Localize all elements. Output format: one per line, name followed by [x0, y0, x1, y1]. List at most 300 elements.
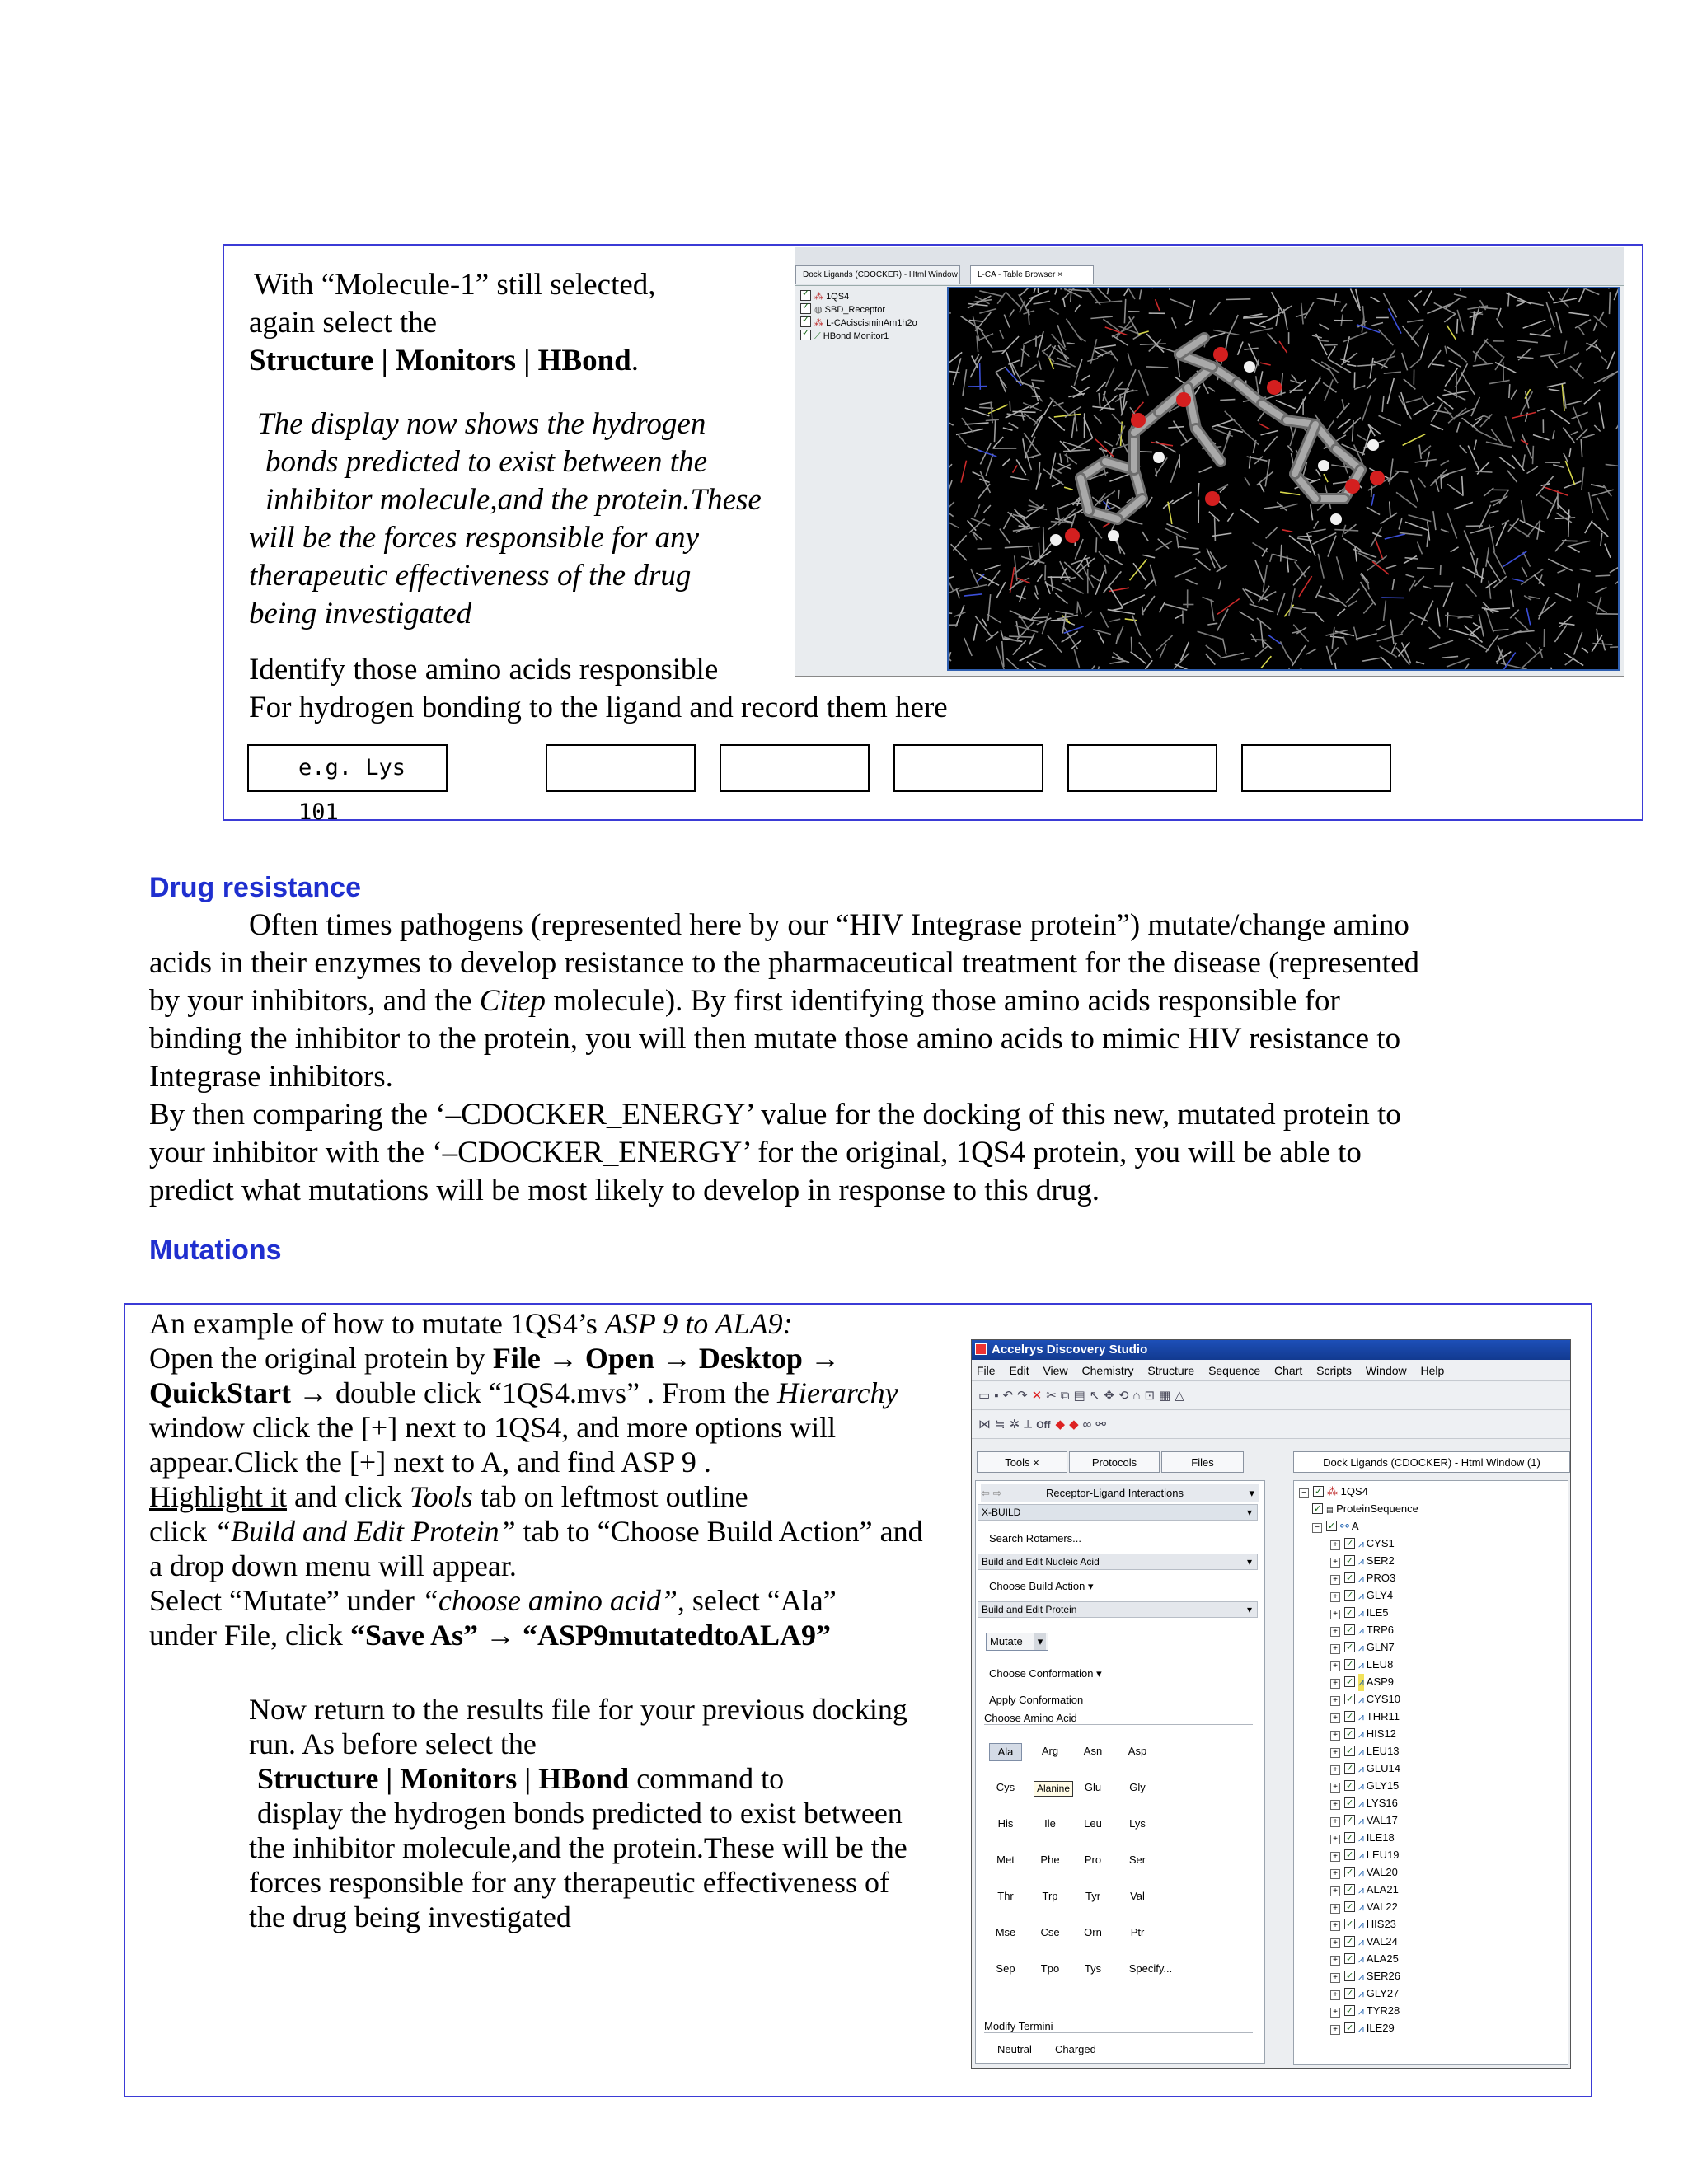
checkbox-icon[interactable] — [1344, 1832, 1355, 1843]
residue-label: ALA25 — [1366, 1952, 1399, 1965]
expand-icon[interactable]: + — [1330, 1852, 1340, 1862]
residue-icon: ⩘ — [1358, 1659, 1364, 1671]
chevron-down-icon: ▾ — [1034, 1633, 1046, 1650]
tree-residue-item[interactable] — [1330, 1985, 1399, 2002]
save-icon[interactable]: ▪ — [994, 1389, 1003, 1403]
app-title: Accelrys Discovery Studio — [992, 1343, 1148, 1357]
checkbox-icon[interactable] — [1344, 1659, 1355, 1670]
star-icon[interactable]: ✲ — [1009, 1418, 1025, 1432]
cut-icon[interactable]: ✂ — [1046, 1389, 1061, 1403]
checkbox-icon[interactable] — [1344, 1884, 1355, 1895]
text: command to — [636, 1762, 785, 1795]
xbuild-section[interactable] — [978, 1504, 1258, 1521]
collapse-icon[interactable]: − — [1312, 1523, 1322, 1533]
expand-icon[interactable]: + — [1330, 1904, 1340, 1914]
residue-icon: ⩘ — [1358, 1572, 1364, 1584]
delete-icon[interactable]: ✕ — [1031, 1389, 1047, 1403]
select-icon[interactable]: ↖ — [1089, 1389, 1104, 1403]
tree-residue-item[interactable] — [1330, 1950, 1399, 1967]
protein-label: Build and Edit Protein — [982, 1604, 1077, 1615]
link-icon[interactable]: ∞ — [1082, 1418, 1096, 1432]
tree-residue-item[interactable] — [1330, 1794, 1398, 1811]
3d-molecule-view[interactable] — [947, 287, 1620, 671]
expand-icon[interactable]: + — [1330, 1800, 1340, 1810]
display-line-5: therapeutic effectiveness of the drug — [249, 559, 692, 593]
residue-icon: ⩘ — [1358, 1797, 1364, 1809]
measure-icon[interactable]: ⟂ — [1024, 1418, 1037, 1432]
off-toggle[interactable]: Off — [1036, 1419, 1051, 1431]
residue-label: GLU14 — [1366, 1762, 1400, 1774]
amino-acid-button[interactable]: Leu — [1084, 1817, 1102, 1830]
expand-icon[interactable]: + — [1330, 1661, 1340, 1671]
answer-box-2[interactable] — [720, 744, 870, 792]
text: forces responsible for any therapeutic effectiveness of — [249, 1866, 890, 1899]
tree-sequence[interactable] — [1312, 1500, 1418, 1517]
panel-header — [981, 1484, 1259, 1502]
expand-icon[interactable]: + — [1330, 1973, 1340, 1983]
amino-acid-button[interactable]: Orn — [1084, 1926, 1102, 1938]
amino-acid-button[interactable]: Sep — [996, 1962, 1015, 1975]
amino-acid-button[interactable]: Glu — [1084, 1781, 1102, 1793]
residue-label: HIS12 — [1366, 1727, 1396, 1740]
expand-icon[interactable]: + — [1330, 1921, 1340, 1931]
protein-section[interactable] — [978, 1601, 1258, 1618]
checkbox-icon[interactable] — [1344, 1763, 1355, 1774]
open-icon[interactable]: ▭ — [978, 1389, 995, 1403]
tab-dock-ligands[interactable] — [795, 265, 960, 284]
amino-acid-button[interactable]: Met — [996, 1854, 1015, 1866]
paragraph-line: binding the inhibitor to the protein, you will then mutate those amino acids to mimic HIV resistance to — [149, 1022, 1401, 1056]
text: the inhibitor molecule,and the protein.These will be the — [249, 1831, 907, 1864]
move-icon[interactable]: ✥ — [1104, 1389, 1118, 1403]
expand-icon[interactable]: + — [1330, 1783, 1340, 1793]
answer-box-4[interactable] — [1067, 744, 1217, 792]
molecule-icon: ⁂ — [1327, 1485, 1338, 1497]
arrow-icon: → — [547, 1342, 578, 1375]
tree-item[interactable] — [800, 316, 917, 330]
neutral-option[interactable] — [997, 2043, 1032, 2055]
checkbox-icon[interactable] — [1344, 1936, 1355, 1947]
residue-label: ALA21 — [1366, 1883, 1399, 1896]
tab-tools[interactable] — [977, 1451, 1067, 1473]
tree-residue-item[interactable] — [1330, 1708, 1400, 1725]
monitor-icon: ⟋ — [814, 331, 821, 341]
expand-icon[interactable]: + — [1330, 1765, 1340, 1775]
choose-conformation-label: Choose Conformation — [989, 1667, 1094, 1680]
residue-label: TRP6 — [1366, 1624, 1395, 1636]
paragraph-line — [149, 982, 1633, 1020]
menu-chart[interactable]: Chart — [1274, 1364, 1303, 1377]
expand-icon[interactable]: + — [1330, 2025, 1340, 2035]
arrow-icon: → — [298, 1376, 329, 1409]
warning-icon[interactable]: △ — [1175, 1389, 1189, 1403]
panel-header-title: Receptor-Ligand Interactions — [1046, 1487, 1184, 1499]
chevron-down-icon: ▾ — [1096, 1667, 1102, 1680]
amino-acid-button[interactable]: Thr — [997, 1890, 1014, 1902]
tree-residue-item[interactable] — [1330, 1881, 1399, 1898]
tree-residue-item[interactable] — [1330, 1690, 1400, 1708]
collapse-icon[interactable]: − — [1299, 1488, 1309, 1498]
residue-icon: ⩘ — [1358, 1815, 1364, 1826]
expand-icon[interactable]: + — [1330, 1575, 1340, 1585]
expand-icon[interactable]: + — [1330, 1817, 1340, 1827]
text: click — [149, 1515, 207, 1548]
paste-icon[interactable]: ▤ — [1073, 1389, 1090, 1403]
checkbox-icon[interactable] — [800, 303, 811, 314]
text: Open the original protein by — [149, 1342, 485, 1375]
amino-acid-button[interactable]: Val — [1130, 1890, 1145, 1902]
answer-box-5[interactable] — [1241, 744, 1391, 792]
tab-files[interactable] — [1161, 1451, 1244, 1473]
apply-conformation-button[interactable] — [989, 1694, 1083, 1706]
tree-residue-item[interactable] — [1330, 1846, 1400, 1863]
amino-acid-button[interactable]: Gly — [1129, 1781, 1146, 1793]
checkbox-icon[interactable] — [1313, 1486, 1324, 1497]
residue-label: VAL24 — [1366, 1935, 1398, 1947]
arrow-icon: → — [485, 1619, 515, 1652]
xbuild-label: X-BUILD — [982, 1507, 1021, 1518]
tree-residue-item[interactable] — [1330, 1967, 1400, 1985]
choose-build-action[interactable] — [989, 1580, 1094, 1593]
sphere-icon: ◍ — [814, 305, 823, 315]
search-rotamers-link[interactable] — [989, 1532, 1081, 1544]
nucleic-acid-section[interactable] — [978, 1554, 1258, 1570]
checkbox-icon[interactable] — [1344, 1780, 1355, 1791]
grid-icon[interactable]: ▦ — [1159, 1389, 1175, 1403]
amino-acid-button[interactable]: Arg — [1041, 1745, 1059, 1757]
amino-acid-button[interactable]: Specify... — [1128, 1962, 1173, 1975]
tree-residue-item[interactable] — [1330, 2002, 1400, 2019]
color-dot-icon[interactable]: ◆ — [1069, 1418, 1083, 1432]
tab-protocols-label: Protocols — [1091, 1456, 1137, 1469]
tab-dock-ligands-window[interactable] — [1293, 1451, 1570, 1473]
rotate-icon[interactable]: ⟲ — [1118, 1389, 1133, 1403]
tree-residue-item[interactable] — [1330, 1552, 1395, 1569]
tree-residue-item[interactable] — [1330, 1898, 1398, 1915]
tree-residue-item[interactable] — [1330, 1535, 1395, 1552]
residue-label: VAL22 — [1366, 1900, 1398, 1913]
paragraph-line: By then comparing the ‘–CDOCKER_ENERGY’ value for the docking of this new, mutated protein to — [149, 1098, 1401, 1132]
line-text: molecule). By first identifying those amino acids responsible for — [553, 984, 1340, 1018]
amino-acid-button[interactable]: Asn — [1083, 1745, 1103, 1757]
modify-termini-group — [984, 2020, 1253, 2033]
menu-path-desktop: Desktop — [698, 1342, 803, 1375]
discovery-studio-screenshot — [971, 1339, 1571, 2069]
checkbox-icon[interactable] — [1344, 1676, 1355, 1687]
app-logo-icon — [975, 1343, 987, 1355]
text: double click “1QS4.mvs” . From the — [335, 1376, 770, 1409]
amino-acid-button[interactable]: Ala — [989, 1743, 1022, 1761]
menu-structure[interactable]: Structure — [1147, 1364, 1195, 1377]
drug-resistance-heading-text: Drug resistance — [149, 872, 361, 903]
residue-icon: ⩘ — [1358, 1780, 1364, 1792]
checkbox-icon[interactable] — [1344, 2005, 1355, 2016]
amino-acid-button[interactable]: Cys — [996, 1781, 1015, 1793]
text: Highlight it — [149, 1480, 288, 1513]
tree-residue-item[interactable] — [1330, 1915, 1396, 1933]
expand-icon[interactable]: + — [1330, 1886, 1340, 1896]
checkbox-icon[interactable] — [1344, 1555, 1355, 1566]
expand-icon[interactable]: + — [1330, 1938, 1340, 1948]
residue-label: HIS23 — [1366, 1918, 1396, 1930]
expand-icon[interactable]: + — [1330, 1713, 1340, 1723]
tree-item-label: L-CAciscisminAm1h2o — [826, 318, 917, 328]
label-icon[interactable]: ⋈ — [978, 1418, 995, 1432]
expand-icon[interactable]: + — [1330, 1540, 1340, 1550]
tree-residue-item[interactable] — [1330, 1933, 1398, 1950]
close-icon[interactable]: × — [1057, 270, 1062, 279]
residue-icon: ⩘ — [1358, 1538, 1364, 1549]
residue-icon: ⩘ — [1358, 1746, 1364, 1757]
expand-icon[interactable]: + — [1330, 1592, 1340, 1602]
residue-icon: ⩘ — [1358, 1971, 1364, 1982]
tree-root[interactable] — [1299, 1483, 1368, 1500]
checkbox-icon[interactable] — [1344, 1538, 1355, 1549]
checkbox-icon[interactable] — [1344, 1728, 1355, 1739]
citep-term: Citep — [479, 984, 546, 1018]
command-text: Structure | Monitors | HBond — [249, 344, 631, 377]
residue-label: ILE18 — [1366, 1831, 1395, 1844]
alanine-tooltip: Alanine — [1034, 1781, 1073, 1797]
checkbox-icon[interactable] — [1344, 2022, 1355, 2033]
tab-dock-ligands-label: Dock Ligands (CDOCKER) - Html Window (1) — [1323, 1456, 1540, 1469]
checkbox-icon[interactable] — [1344, 1607, 1355, 1618]
text: An example of how to mutate 1QS4’s — [149, 1307, 598, 1340]
tree-item[interactable] — [800, 330, 917, 343]
tree-residue-item[interactable] — [1330, 1777, 1399, 1794]
residue-label: ILE5 — [1366, 1606, 1389, 1619]
choose-conformation[interactable] — [989, 1667, 1102, 1680]
tree-residue-item[interactable] — [1330, 1621, 1394, 1638]
menu-scripts[interactable]: Scripts — [1316, 1364, 1352, 1377]
tree-residue-item[interactable] — [1330, 1586, 1393, 1604]
return-instructions — [249, 1692, 966, 1934]
menu-bar — [972, 1360, 1570, 1381]
checkbox-icon[interactable] — [1344, 1590, 1355, 1601]
amino-acid-button[interactable]: Phe — [1040, 1854, 1060, 1866]
checkbox-icon[interactable] — [1344, 1971, 1355, 1981]
text: Now return to the results file for your previous docking — [249, 1693, 907, 1726]
fit-icon[interactable]: ⊡ — [1144, 1389, 1160, 1403]
checkbox-icon[interactable] — [1344, 1624, 1355, 1635]
checkbox-icon[interactable] — [1344, 1867, 1355, 1877]
tree-item-label: HBond Monitor1 — [823, 331, 889, 341]
sequence-icon[interactable]: ≒ — [995, 1418, 1010, 1432]
residue-label: LEU13 — [1366, 1745, 1400, 1757]
text: run. As before select the — [249, 1727, 537, 1760]
expand-icon[interactable]: + — [1330, 1627, 1340, 1637]
tree-residue-item[interactable] — [1330, 1811, 1398, 1829]
tree-residue-item[interactable] — [1330, 1829, 1395, 1846]
checkbox-icon[interactable] — [1344, 1901, 1355, 1912]
expand-icon[interactable]: + — [1330, 1956, 1340, 1966]
tab-protocols[interactable] — [1069, 1451, 1160, 1473]
amino-acid-button[interactable]: Tyr — [1085, 1890, 1101, 1902]
checkbox-icon[interactable] — [1312, 1503, 1323, 1514]
tree-residue-item[interactable] — [1330, 1673, 1394, 1690]
amino-acid-button[interactable]: Pro — [1084, 1854, 1102, 1866]
residue-label: VAL20 — [1366, 1866, 1398, 1878]
expand-icon[interactable]: + — [1330, 1835, 1340, 1844]
paragraph-line: acids in their enzymes to develop resistance to the pharmaceutical treatment for the disease (represented — [149, 946, 1420, 980]
mutate-dropdown[interactable] — [986, 1633, 1048, 1651]
menu-chemistry[interactable]: Chemistry — [1081, 1364, 1134, 1377]
checkbox-icon[interactable] — [1344, 1919, 1355, 1929]
expand-icon[interactable]: + — [1330, 1990, 1340, 2000]
checkbox-icon[interactable] — [1344, 1572, 1355, 1583]
expand-icon[interactable]: + — [1330, 1679, 1340, 1689]
menu-file[interactable]: File — [977, 1364, 996, 1377]
amino-acid-button[interactable]: Tys — [1084, 1962, 1102, 1975]
close-icon[interactable]: × — [1033, 1456, 1039, 1469]
residue-icon: ⩘ — [1358, 1849, 1364, 1861]
amino-acid-button[interactable]: Ser — [1128, 1854, 1146, 1866]
amino-acid-button[interactable]: Cse — [1040, 1926, 1060, 1938]
residue-icon: ⩘ — [1358, 1694, 1364, 1705]
expand-icon[interactable]: + — [1330, 1869, 1340, 1879]
tree-sequence-label: ProteinSequence — [1336, 1502, 1418, 1515]
checkbox-icon[interactable] — [1344, 1988, 1355, 1999]
tree-residue-item[interactable] — [1330, 1569, 1395, 1586]
nucleic-acid-label: Build and Edit Nucleic Acid — [982, 1556, 1100, 1568]
display-line-6: being investigated — [249, 597, 472, 630]
mutate-label: Mutate — [990, 1635, 1023, 1647]
residue-icon: ⩘ — [1358, 1590, 1364, 1601]
tree-residue-item[interactable] — [1330, 1760, 1400, 1777]
residue-icon: ⩘ — [1358, 1555, 1364, 1567]
home-icon[interactable]: ⌂ — [1132, 1389, 1145, 1403]
text: the drug being investigated — [249, 1900, 571, 1933]
protein-wireframe-image — [949, 288, 1618, 669]
tree-residue-item[interactable] — [1330, 1725, 1396, 1742]
text: “ASP9mutatedtoALA9” — [522, 1619, 831, 1652]
back-icon[interactable]: ⇦ ⇨ — [981, 1487, 1002, 1499]
chevron-down-icon[interactable]: ▾ — [1249, 1487, 1254, 1499]
text: tab to “Choose Build Action” and — [523, 1515, 923, 1548]
amino-acid-button[interactable]: Tpo — [1040, 1962, 1060, 1975]
arrow-icon: → — [661, 1342, 692, 1375]
tab-files-label: Files — [1191, 1456, 1214, 1469]
expand-icon[interactable]: + — [1330, 1731, 1340, 1741]
identify-line-1: Identify those amino acids responsible — [249, 653, 719, 687]
tree-residue-item[interactable] — [1330, 2019, 1395, 2036]
redo-icon[interactable]: ↷ — [1017, 1389, 1032, 1403]
text: “Build and Edit Protein” — [213, 1515, 516, 1548]
expand-icon[interactable]: + — [1330, 1610, 1340, 1619]
instruction-intro — [249, 266, 826, 380]
checkbox-icon[interactable] — [1344, 1694, 1355, 1704]
answer-box-1[interactable] — [546, 744, 696, 792]
checkbox-icon[interactable] — [1326, 1521, 1337, 1531]
amino-acid-button[interactable]: Asp — [1128, 1745, 1147, 1757]
choose-amino-acid-group — [984, 1712, 1253, 1725]
checkbox-icon[interactable] — [1344, 1711, 1355, 1722]
copy-icon[interactable]: ⧉ — [1060, 1389, 1074, 1403]
checkbox-icon[interactable] — [800, 316, 811, 327]
checkbox-icon[interactable] — [1344, 1746, 1355, 1756]
residue-label: VAL17 — [1366, 1814, 1398, 1826]
expand-icon[interactable]: + — [1330, 2008, 1340, 2018]
charged-option[interactable] — [1055, 2043, 1096, 2055]
checkbox-icon[interactable] — [1344, 1642, 1355, 1652]
tree-item[interactable] — [800, 290, 917, 303]
undo-icon[interactable]: ↶ — [1002, 1389, 1018, 1403]
amino-acid-button[interactable]: Mse — [995, 1926, 1016, 1938]
text: Hierarchy — [776, 1376, 898, 1409]
residue-label: SER2 — [1366, 1554, 1395, 1567]
menu-view[interactable]: View — [1043, 1364, 1068, 1377]
tree-residue-item[interactable] — [1330, 1863, 1398, 1881]
amino-acid-button[interactable]: Ile — [1044, 1817, 1056, 1830]
amino-acid-button[interactable]: Lys — [1129, 1817, 1146, 1830]
checkbox-icon[interactable] — [1344, 1797, 1355, 1808]
drug-resistance-paragraph — [149, 907, 1633, 1210]
display-line-4: will be the forces responsible for any — [249, 521, 700, 555]
menu-window[interactable]: Window — [1365, 1364, 1407, 1377]
tree-item[interactable] — [800, 303, 917, 316]
menu-sequence[interactable]: Sequence — [1208, 1364, 1261, 1377]
charged-label: Charged — [1055, 2043, 1096, 2055]
menu-edit[interactable]: Edit — [1009, 1364, 1029, 1377]
example-answer-box — [247, 744, 448, 825]
tree-residue-item[interactable] — [1330, 1656, 1393, 1673]
secondary-toolbar — [972, 1411, 1570, 1439]
display-line-3: inhibitor molecule,and the protein.These — [265, 483, 762, 517]
neutral-label: Neutral — [997, 2043, 1032, 2055]
app-title-bar — [972, 1340, 1570, 1360]
tree-residue-item[interactable] — [1330, 1604, 1389, 1621]
tree-chain-a[interactable] — [1312, 1517, 1358, 1535]
checkbox-icon[interactable] — [800, 290, 811, 301]
residue-icon: ⩘ — [1358, 1674, 1364, 1691]
residue-icon: ⩘ — [1358, 2022, 1364, 2034]
amino-acid-button[interactable]: Ptr — [1130, 1926, 1145, 1938]
expand-icon[interactable]: + — [1330, 1558, 1340, 1568]
text: and click — [294, 1480, 402, 1513]
residue-icon: ⩘ — [1358, 2005, 1364, 2017]
paragraph-line: predict what mutations will be most likely to develop in response to this drug. — [149, 1174, 1100, 1207]
tree-chain-label: A — [1351, 1520, 1359, 1532]
color-dot-icon[interactable]: ◆ — [1055, 1418, 1070, 1432]
residue-label: CYS10 — [1366, 1693, 1400, 1705]
chain-icon[interactable]: ⚯ — [1095, 1418, 1110, 1432]
amino-acid-button[interactable]: His — [997, 1817, 1014, 1830]
checkbox-icon[interactable] — [1344, 1815, 1355, 1825]
mutations-heading-text: Mutations — [149, 1235, 282, 1266]
menu-help[interactable]: Help — [1420, 1364, 1445, 1377]
tree-residue-item[interactable] — [1330, 1638, 1395, 1656]
residue-icon: ⩘ — [1358, 1711, 1364, 1722]
choose-build-action-label: Choose Build Action — [989, 1580, 1085, 1592]
apply-conformation-label: Apply Conformation — [989, 1694, 1084, 1706]
residue-icon: ⩘ — [1358, 1642, 1364, 1653]
expand-icon[interactable]: + — [1330, 1644, 1340, 1654]
text: ASP 9 to ALA9: — [604, 1307, 793, 1340]
command-text: Structure | Monitors | HBond — [257, 1762, 630, 1795]
amino-acid-button[interactable]: Trp — [1042, 1890, 1058, 1902]
expand-icon[interactable]: + — [1330, 1696, 1340, 1706]
answer-box-3[interactable] — [893, 744, 1043, 792]
checkbox-icon[interactable] — [1344, 1953, 1355, 1964]
residue-icon: ⩘ — [1358, 1832, 1364, 1844]
residue-label: GLY15 — [1366, 1779, 1400, 1792]
text: “choose amino acid” — [421, 1584, 678, 1617]
checkbox-icon[interactable] — [800, 330, 811, 340]
tab-table-browser[interactable] — [970, 265, 1094, 284]
checkbox-icon[interactable] — [1344, 1849, 1355, 1860]
expand-icon[interactable]: + — [1330, 1748, 1340, 1758]
tree-residue-item[interactable] — [1330, 1742, 1400, 1760]
